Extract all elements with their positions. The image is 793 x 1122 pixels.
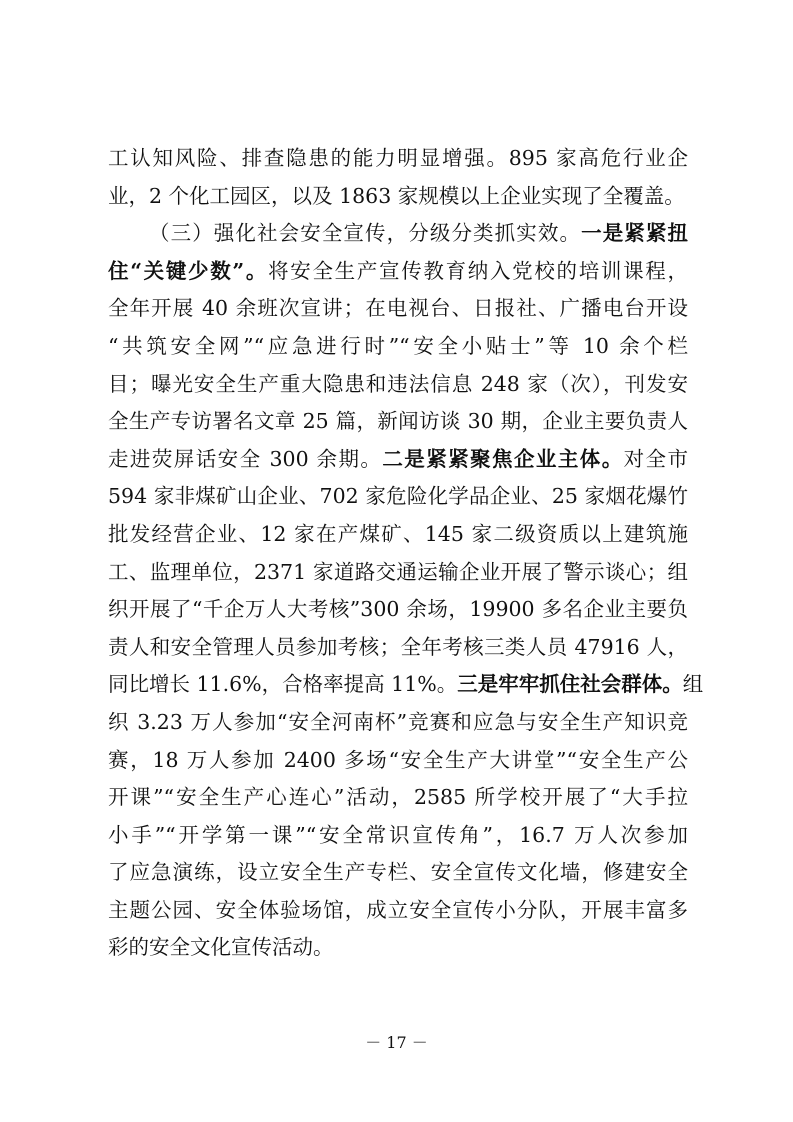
text-line xyxy=(108,817,688,855)
line-text: 业，2 个化工园区，以及 1863 家规模以上企业实现了全覆盖。 xyxy=(108,183,685,208)
bold-heading-text: 三是牢牢抓住社会群体。 xyxy=(457,672,683,697)
text-line xyxy=(108,478,688,516)
line-text: 全年开展 40 余班次宣讲；在电视台、日报社、广播电台开设 xyxy=(108,296,688,321)
bold-heading-text: 住“关键少数”。 xyxy=(108,258,269,283)
line-text: 全生产专访署名文章 25 篇，新闻访谈 30 期，企业主要负责人 xyxy=(108,409,688,434)
line-text: 工、监理单位，2371 家道路交通运输企业开展了警示谈心；组 xyxy=(108,559,688,584)
text-line xyxy=(108,253,688,291)
page-number: － 17 － xyxy=(365,1033,428,1052)
bold-heading-text: 二是紧紧聚焦企业主体。 xyxy=(382,446,624,471)
text-line xyxy=(108,215,688,253)
line-text: 将安全生产宣传教育纳入党校的培训课程， xyxy=(268,258,688,283)
line-text: 594 家非煤矿山企业、702 家危险化学品企业、25 家烟花爆竹 xyxy=(108,484,688,509)
text-line xyxy=(108,290,688,328)
line-text: 小手”“开学第一课”“安全常识宣传角”，16.7 万人次参加 xyxy=(108,822,688,847)
text-line xyxy=(108,666,704,704)
bold-heading-text: 一是紧紧扭 xyxy=(581,221,689,246)
line-text: 主题公园、安全体验场馆，成立安全宣传小分队，开展丰富多 xyxy=(108,897,688,922)
line-text: 走进荧屏话安全 300 余期。 xyxy=(108,446,383,471)
text-line xyxy=(108,929,688,967)
document-body xyxy=(108,140,704,967)
line-text: 工认知风险、排查隐患的能力明显增强。895 家高危行业企 xyxy=(108,146,688,170)
line-text: 赛，18 万人参加 2400 多场“安全生产大讲堂”“安全生产公 xyxy=(108,747,688,772)
text-line xyxy=(108,591,688,629)
text-line xyxy=(108,178,688,216)
line-text: 织开展了“千企万人大考核”300 余场，19900 多名企业主要负 xyxy=(108,597,688,622)
line-text: （三）强化社会安全宣传，分级分类抓实效。 xyxy=(149,221,582,246)
line-text: 对全市 xyxy=(623,446,688,471)
line-text: 了应急演练，设立安全生产专栏、安全宣传文化墙，修建安全 xyxy=(108,860,688,885)
line-text: 责人和安全管理人员参加考核；全年考核三类人员 47916 人， xyxy=(108,634,688,659)
text-line xyxy=(108,441,688,479)
line-text: 批发经营企业、12 家在产煤矿、145 家二级资质以上建筑施 xyxy=(108,521,688,546)
line-text: 彩的安全文化宣传活动。 xyxy=(108,935,334,960)
text-line xyxy=(108,629,688,667)
text-line xyxy=(108,328,688,366)
text-line xyxy=(108,892,688,930)
line-text: 开课”“安全生产心连心”活动，2585 所学校开展了“大手拉 xyxy=(108,785,688,810)
text-line xyxy=(108,140,688,178)
text-line xyxy=(108,554,688,592)
line-text: 织 3.23 万人参加“安全河南杯”竞赛和应急与安全生产知识竞 xyxy=(108,709,688,734)
text-line xyxy=(108,704,688,742)
text-line xyxy=(108,516,688,554)
text-line xyxy=(108,854,688,892)
line-text: 同比增长 11.6%，合格率提高 11%。 xyxy=(108,672,458,697)
text-line xyxy=(108,742,688,780)
text-line xyxy=(108,403,688,441)
line-text: 组 xyxy=(682,672,704,697)
text-line xyxy=(108,779,688,817)
text-line xyxy=(108,366,688,404)
line-text: “共筑安全网”“应急进行时”“安全小贴士”等 10 余个栏 xyxy=(108,333,688,358)
line-text: 目；曝光安全生产重大隐患和违法信息 248 家（次），刊发安 xyxy=(108,371,688,396)
